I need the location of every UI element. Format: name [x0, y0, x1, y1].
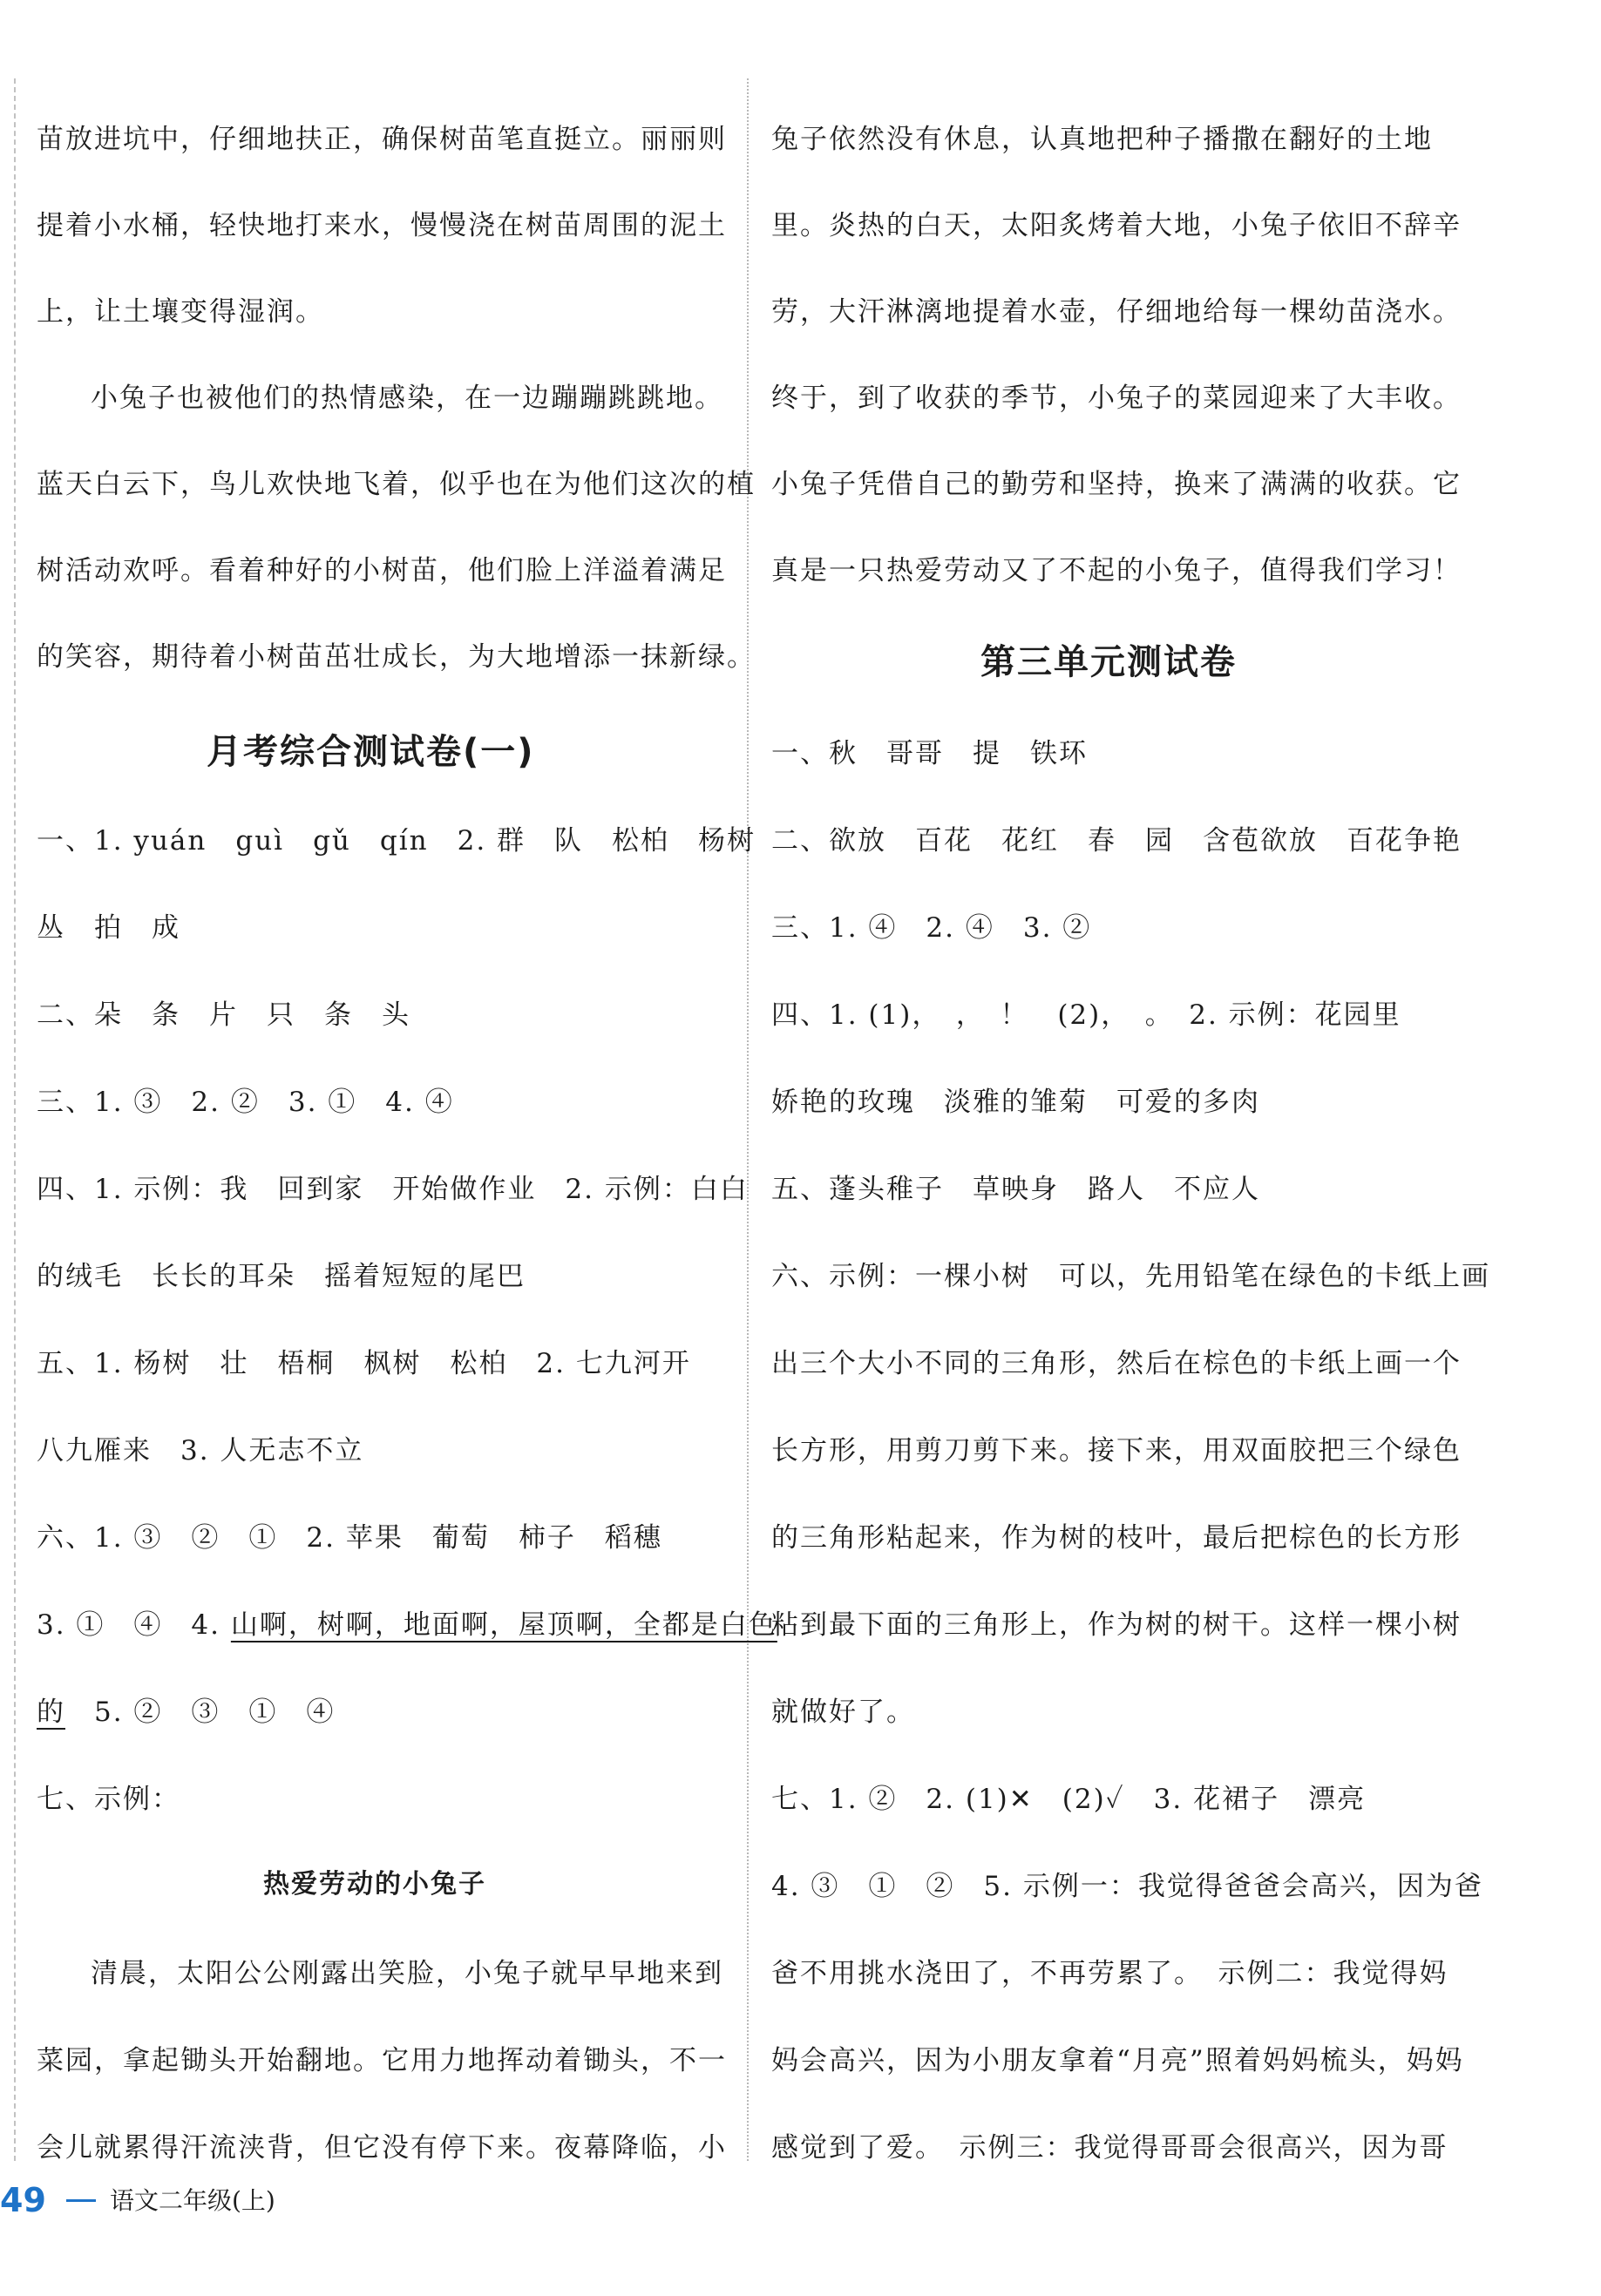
book-title: 语文二年级(上) [110, 2186, 275, 2215]
answer-line: 七、示例： [37, 1784, 180, 1815]
answer-line: 娇艳的玫瑰 淡雅的雏菊 可爱的多肉 [771, 1087, 1260, 1118]
underlined-answer: 山啊，树啊，地面啊，屋顶啊，全都是白色 [230, 1609, 777, 1641]
story-line: 蓝天白云下，鸟儿欢快地飞着，似乎也在为他们这次的植 [37, 469, 756, 500]
answer-line: 出三个大小不同的三角形，然后在棕色的卡纸上画一个 [771, 1348, 1462, 1379]
essay-line: 菜园，拿起锄头开始翻地。它用力地挥动着锄头，不一 [37, 2045, 727, 2076]
answer-line: 一、1. yuán guì gǔ qín 2. 群 队 松柏 杨树 [37, 825, 756, 857]
answer-line: 妈会高兴，因为小朋友拿着“月亮”照着妈妈梳头，妈妈 [771, 2045, 1464, 2076]
answer-line: 三、1. ④ 2. ④ 3. ② [771, 912, 1092, 944]
footer-dash [66, 2199, 96, 2202]
answer-line: 就做好了。 [771, 1697, 915, 1728]
story-line: 劳，大汗淋漓地提着水壶，仔细地给每一棵幼苗浇水。 [771, 296, 1462, 328]
essay-line: 清晨，太阳公公刚露出笑脸，小兔子就早早地来到 [91, 1958, 723, 1989]
answer-line: 五、蓬头稚子 草映身 路人 不应人 [771, 1174, 1260, 1205]
answer-line: 七、1. ② 2. (1)✕ (2)✓ 3. 花裙子 漂亮 [771, 1784, 1367, 1815]
answer-line: 二、朵 条 片 只 条 头 [37, 999, 410, 1031]
story-line: 提着小水桶，轻快地打来水，慢慢浇在树苗周围的泥土 [37, 210, 727, 241]
answer-line: 丛 拍 成 [37, 912, 180, 944]
story-line: 里。炎热的白天，太阳炙烤着大地，小兔子依旧不辞辛 [771, 210, 1462, 241]
answer-line: 三、1. ③ 2. ② 3. ① 4. ④ [37, 1087, 454, 1118]
story-line: 小兔子凭借自己的勤劳和坚持，换来了满满的收获。它 [771, 469, 1462, 500]
story-line: 小兔子也被他们的热情感染，在一边蹦蹦跳跳地。 [91, 383, 723, 414]
answer-text: 3. ① ④ 4. [37, 1609, 231, 1641]
answer-line: 粘到最下面的三角形上，作为树的树干。这样一棵小树 [771, 1609, 1462, 1641]
page-number: 49 [0, 2181, 46, 2219]
answer-line: 六、1. ③ ② ① 2. 苹果 葡萄 柿子 稻穗 [37, 1522, 662, 1554]
answer-line: 四、1. (1)， ， ！ (2)， 。 2. 示例：花园里 [771, 999, 1401, 1031]
binding-cut-line [14, 78, 16, 2161]
essay-title: 热爱劳动的小兔子 [263, 1869, 486, 1900]
answer-line [37, 1608, 777, 1642]
answer-line: 的三角形粘起来，作为树的枝叶，最后把棕色的长方形 [771, 1522, 1462, 1554]
answer-line: 二、欲放 百花 花红 春 园 含苞欲放 百花争艳 [771, 825, 1462, 857]
answer-line: 四、1. 示例：我 回到家 开始做作业 2. 示例：白白 [37, 1174, 749, 1205]
answer-line: 五、1. 杨树 壮 梧桐 枫树 松柏 2. 七九河开 [37, 1348, 691, 1379]
story-line: 树活动欢呼。看着种好的小树苗，他们脸上洋溢着满足 [37, 555, 727, 586]
answer-line: 一、秋 哥哥 提 铁环 [771, 738, 1088, 769]
answer-line: 4. ③ ① ② 5. 示例一：我觉得爸爸会高兴，因为爸 [771, 1871, 1483, 1902]
story-line: 苗放进坑中，仔细地扶正，确保树苗笔直挺立。丽丽则 [37, 124, 727, 155]
story-line: 的笑容，期待着小树苗茁壮成长，为大地增添一抹新绿。 [37, 641, 756, 673]
answer-line: 八九雁来 3. 人无志不立 [37, 1435, 364, 1466]
section-title: 第三单元测试卷 [980, 642, 1237, 682]
answer-line: 爸不用挑水浇田了，不再劳累了。 示例二：我觉得妈 [771, 1958, 1448, 1989]
answer-text: 5. ② ③ ① ④ [65, 1697, 336, 1728]
story-line: 兔子依然没有休息，认真地把种子播撒在翻好的土地 [771, 124, 1433, 155]
section-title: 月考综合测试卷(一) [207, 732, 535, 772]
answer-line: 的绒毛 长长的耳朵 摇着短短的尾巴 [37, 1261, 526, 1292]
column-divider [747, 78, 749, 2161]
essay-line: 会儿就累得汗流浃背，但它没有停下来。夜幕降临，小 [37, 2132, 727, 2164]
answer-line [37, 1695, 335, 1730]
underlined-answer: 的 [37, 1697, 65, 1728]
answer-line: 长方形，用剪刀剪下来。接下来，用双面胶把三个绿色 [771, 1435, 1462, 1466]
story-line: 终于，到了收获的季节，小兔子的菜园迎来了大丰收。 [771, 383, 1462, 414]
story-line: 真是一只热爱劳动又了不起的小兔子，值得我们学习！ [771, 555, 1462, 586]
story-line: 上，让土壤变得湿润。 [37, 296, 324, 328]
answer-line: 感觉到了爱。 示例三：我觉得哥哥会很高兴，因为哥 [771, 2132, 1448, 2164]
answer-line: 六、示例：一棵小树 可以，先用铅笔在绿色的卡纸上画 [771, 1261, 1490, 1292]
